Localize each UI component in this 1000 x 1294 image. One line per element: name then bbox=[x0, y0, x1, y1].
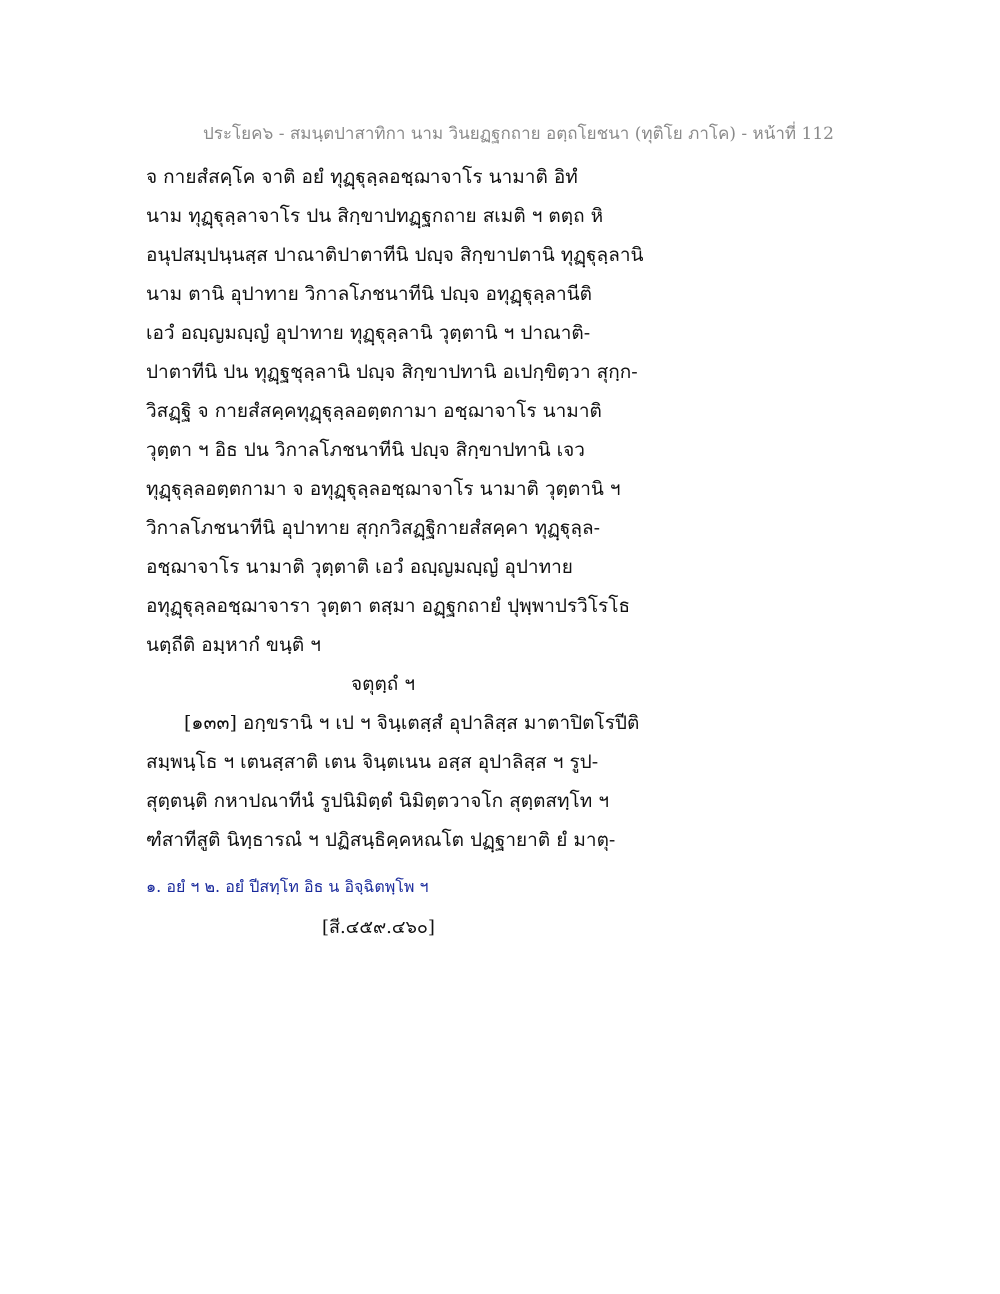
text-line: อชฺฌาจาโร นามาติ วุตฺตาติ เอวํ อญฺญมญฺญํ อุปาทาย bbox=[146, 556, 573, 578]
text-line: เอวํ อญฺญมญฺญํ อุปาทาย ทุฏฺฐุลฺลานิ วุตฺตานิ ฯ ปาณาติ- bbox=[146, 322, 591, 344]
text-line: อทุฏฺฐุลฺลอชฺฌาจารา วุตฺตา ตสฺมา อฏฺฐกถายํ ปุพฺพาปรวิโรโธ bbox=[146, 595, 631, 617]
text-line: ทุฏฺฐุลฺลอตฺตกามา จ อทุฏฺฐุลฺลอชฺฌาจาโร นามาติ วุตฺตานิ ฯ bbox=[146, 478, 621, 500]
text-line: วุตฺตา ฯ อิธ ปน วิกาลโภชนาทีนิ ปญฺจ สิกฺขาปทานิ เจว bbox=[146, 439, 585, 461]
text-line: นตฺถีติ อมฺหากํ ขนฺติ ฯ bbox=[146, 634, 321, 656]
page-header: ประโยค๖ - สมนฺตปาสาทิกา นาม วินยฏฐกถาย อตฺถโยชนา (ทุติโย ภาโค) - หน้าที่ 112 bbox=[203, 124, 834, 144]
paragraph-line: สมฺพนฺโธ ฯ เตนสฺสาติ เตน จินฺตเนน อสฺส อุปาลิสฺส ฯ รูป- bbox=[146, 751, 599, 773]
text-line: อนุปสมฺปนฺนสฺส ปาณาติปาตาทีนิ ปญฺจ สิกฺขาปตานิ ทุฏฺฐุลฺลานิ bbox=[146, 244, 644, 266]
text-line: นาม ทุฏฺฐุลฺลาจาโร ปน สิกฺขาปทฏฺฐกถาย สเมติ ฯ ตตฺถ หิ bbox=[146, 205, 604, 227]
text-line: จ กายสํสคฺโค จาติ อยํ ทุฏฺฐุลฺลอชฺฌาจาโร นามาติ อิทํ bbox=[146, 166, 578, 188]
section-title: จตุตฺถํ ฯ bbox=[351, 673, 416, 695]
paragraph-line: [๑๓๓] อกฺขรานิ ฯ เป ฯ จินฺเตสฺสํ อุปาลิสฺส มาตาปิตโรปีติ bbox=[184, 712, 640, 734]
page-reference: [สี.๔๕๙.๔๖๐] bbox=[322, 917, 435, 938]
text-line: วิกาลโภชนาทีนิ อุปาทาย สุกฺกวิสฏฺฐิกายสํสคฺคา ทุฏฺฐุลฺล- bbox=[146, 517, 601, 539]
paragraph-line: ฑํสาทีสูติ นิทฺธารณํ ฯ ปฏิสนฺธิคฺคหณโต ปฏฺฐายาติ ยํ มาตุ- bbox=[146, 829, 616, 851]
text-line: วิสฏฺฐิ จ กายสํสคฺคทุฏฺฐุลฺลอตฺตกามา อชฺฌาจาโร นามาติ bbox=[146, 400, 602, 422]
footnote: ๑. อยํ ฯ ๒. อยํ ปีสทฺโท อิธ น อิจฺฉิตพฺโพ ฯ bbox=[146, 877, 429, 896]
text-line: นาม ตานิ อุปาทาย วิกาลโภชนาทีนิ ปญฺจ อทุฏฺฐุลฺลานีติ bbox=[146, 283, 592, 305]
text-line: ปาตาทีนิ ปน ทุฏฺฐชุลฺลานิ ปญฺจ สิกฺขาปทานิ อเปกฺขิตฺวา สุกฺก- bbox=[146, 361, 638, 383]
body-text bbox=[146, 158, 866, 860]
paragraph-line: สุตฺตนฺติ กหาปณาทีนํ รูปนิมิตฺตํ นิมิตฺตวาจโก สุตฺตสทฺโท ฯ bbox=[146, 790, 609, 812]
